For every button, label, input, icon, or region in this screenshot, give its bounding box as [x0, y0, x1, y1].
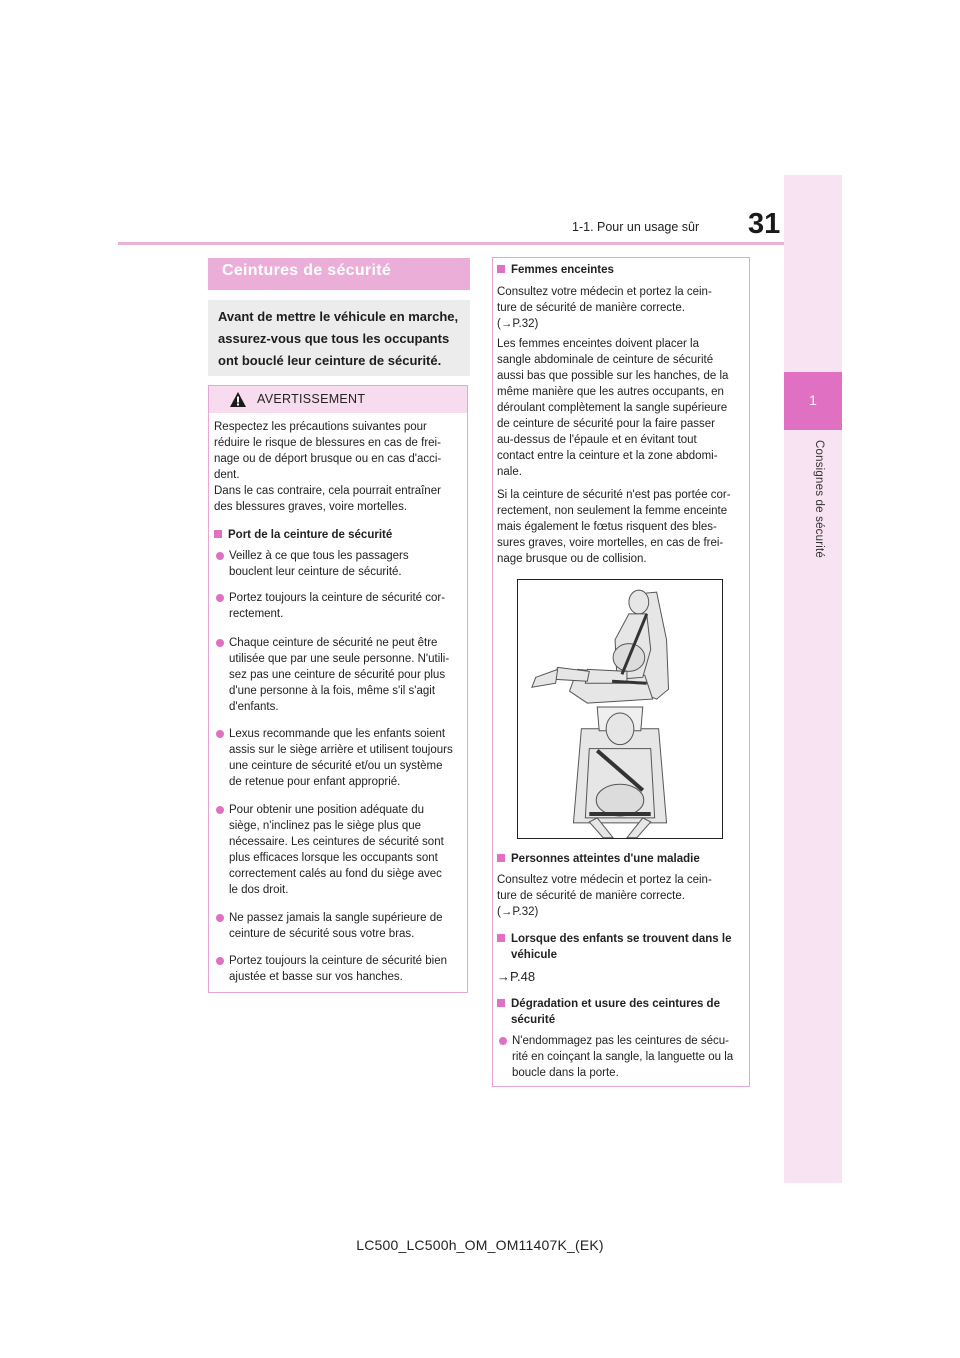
bullet-dot-icon [216, 957, 224, 965]
side-tab-strip [784, 175, 842, 1183]
section-title: Ceintures de sécurité [222, 262, 392, 279]
footer-document-code: LC500_LC500h_OM_OM11407K_(EK) [356, 1237, 604, 1253]
pregnant-seatbelt-illustration [517, 579, 723, 839]
warning-intro-line: réduire le risque de blessures en cas de frei- [214, 437, 441, 449]
intro-text: Avant de mettre le véhicule en marche, assurez-vous que tous les occupants ont bouclé leur ceinture de sécurité. [218, 309, 459, 368]
bullet-dot-icon [216, 639, 224, 647]
square-bullet-icon [497, 854, 505, 862]
warning-subhead: Port de la ceinture de sécurité [214, 527, 392, 543]
warning-bullet: Pour obtenir une position adéquate du siège, n'inclinez pas le siège plus que nécessaire. Les ceintures de sécurité sont plus efficaces lorsque les occupants sont correctement calés au fond du siège avec le dos droit. [214, 802, 464, 898]
illness-para: Consultez votre médecin et portez la cein- ture de sécurité de manière correcte. (→P.32) [497, 874, 712, 918]
bullet-dot-icon [216, 730, 224, 738]
bullet-dot-icon [216, 594, 224, 602]
square-bullet-icon [214, 530, 222, 538]
wear-bullet: N'endommagez pas les ceintures de sécu- rité en coinçant la sangle, la languette ou la boucle dans la porte. [497, 1033, 747, 1081]
chapter-title: 1-1. Pour un usage sûr [572, 220, 700, 234]
warning-bullet: Chaque ceinture de sécurité ne peut être utilisée que par une seule personne. N'utili- sez pas une ceinture de sécurité pour plus d'une personne à la fois, même s'il s'agit d'enfants. [214, 635, 464, 715]
warning-triangle-icon [229, 391, 247, 408]
pregnant-para-3: Si la ceinture de sécurité n'est pas portée cor- rectement, non seulement la femme enceinte mais également le fœtus risquent des bles- sures graves, voire mortelles, en cas de frei- nage brusque ou de collision. [497, 489, 731, 565]
pregnant-para-1: Consultez votre médecin et portez la cein- ture de sécurité de manière correcte. (→P.32) [497, 286, 712, 330]
square-bullet-icon [497, 934, 505, 942]
pregnant-para-2: Les femmes enceintes doivent placer la sangle abdominale de ceinture de sécurité aussi bas que possible sur les hanches, de la même manière que les autres occupants, en déroulant complètement la sangle supérieure de ceinture de sécurité pour la faire passer au-dessus de l'épaule et en évitant tout contact entre la ceinture et la zone abdomi- nale. [497, 338, 729, 478]
bullet-dot-icon [499, 1037, 507, 1045]
warning-bullet: Portez toujours la ceinture de sécurité cor- rectement. [214, 590, 464, 622]
warning-label: AVERTISSEMENT [257, 392, 366, 406]
square-bullet-icon [497, 265, 505, 273]
warning-intro-line: dent. [214, 469, 240, 481]
warning-bullet: Ne passez jamais la sangle supérieure de ceinture de sécurité sous votre bras. [214, 910, 464, 942]
bullet-dot-icon [216, 806, 224, 814]
children-page-ref: →P.48 [497, 969, 536, 984]
warning-intro [214, 419, 464, 515]
illness-heading: Personnes atteintes d'une maladie [497, 851, 700, 867]
bullet-dot-icon [216, 914, 224, 922]
warning-bullet: Portez toujours la ceinture de sécurité bien ajustée et basse sur vos hanches. [214, 953, 464, 985]
header-rule [118, 242, 784, 245]
page-number: 31 [748, 208, 781, 240]
warning-intro-line: Respectez les précautions suivantes pour [214, 421, 427, 433]
warning-intro-line: des blessures graves, voire mortelles. [214, 501, 408, 513]
chapter-tab-label: Consignes de sécurité [813, 440, 825, 558]
warning-intro-line: nage ou de déport brusque ou en cas d'acci- [214, 453, 442, 465]
square-bullet-icon [497, 999, 505, 1007]
warning-intro-line: Dans le cas contraire, cela pourrait entraîner [214, 485, 441, 497]
bullet-dot-icon [216, 552, 224, 560]
chapter-tab-number: 1 [809, 392, 817, 408]
warning-bullet: Veillez à ce que tous les passagers bouclent leur ceinture de sécurité. [214, 548, 464, 580]
wear-heading: Dégradation et usure des ceintures de sécurité [497, 996, 747, 1028]
pregnant-heading: Femmes enceintes [497, 262, 614, 278]
warning-bullet: Lexus recommande que les enfants soient assis sur le siège arrière et utilisent toujours une ceinture de sécurité et/ou un système de retenue pour enfant approprié. [214, 726, 464, 790]
children-heading: Lorsque des enfants se trouvent dans le véhicule [497, 931, 747, 963]
